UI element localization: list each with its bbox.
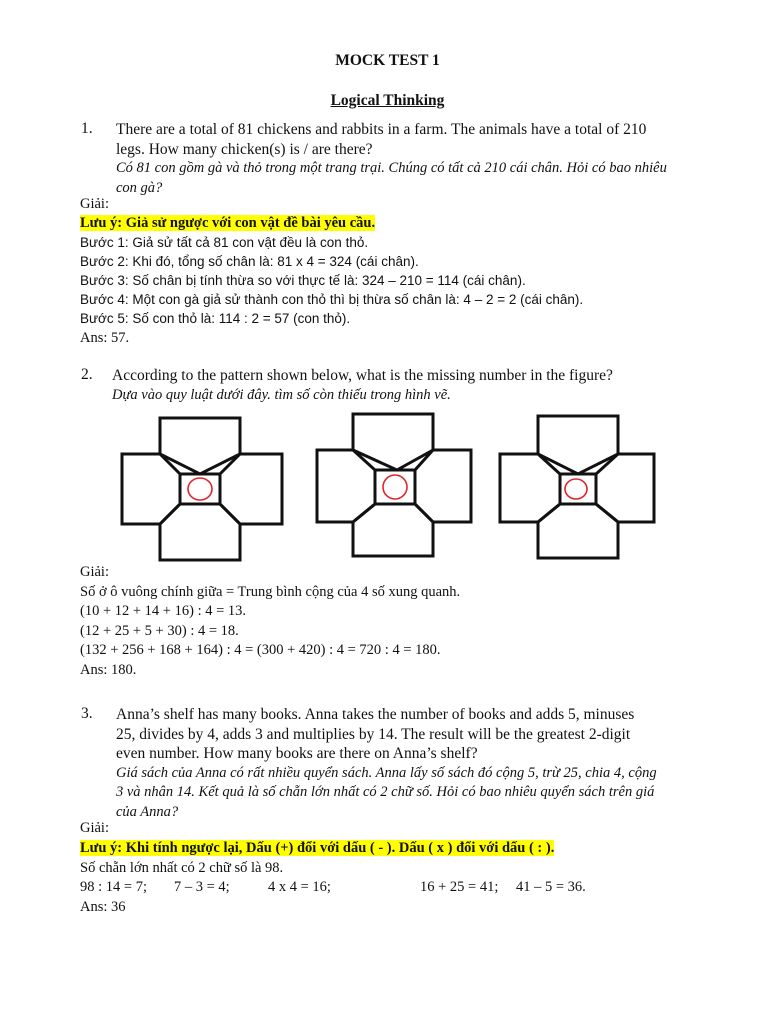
figure-1-center-circle bbox=[188, 478, 212, 500]
question-3-solution-label: Giải: bbox=[80, 820, 109, 836]
question-3-number: 3. bbox=[81, 705, 93, 722]
question-3-calc-3: 4 x 4 = 16; bbox=[268, 879, 331, 895]
question-1-number: 1. bbox=[81, 120, 93, 137]
question-1-en-line-1: There are a total of 81 chickens and rabbits in a farm. The animals have a total of 210 bbox=[116, 121, 647, 138]
question-3-en-line-3: even number. How many books are there on Anna’s shelf? bbox=[116, 745, 478, 762]
question-1-step-2: Bước 2: Khi đó, tổng số chân là: 81 x 4 = 324 (cái chân). bbox=[80, 254, 419, 269]
page-subtitle: Logical Thinking bbox=[330, 92, 445, 109]
question-3-en-line-2: 25, divides by 4, adds 3 and multiplies by 14. The result will be the greatest 2-digit bbox=[116, 725, 631, 743]
figure-1-bottom-petal bbox=[160, 504, 240, 560]
question-3-calc-2: 7 – 3 = 4; bbox=[174, 879, 230, 895]
question-2-number: 2. bbox=[81, 366, 93, 383]
question-1-note-highlight: Lưu ý: Giả sử ngược với con vật đề bài yêu cầu. bbox=[80, 215, 376, 231]
question-1-en-line-2: legs. How many chicken(s) is / are there? bbox=[116, 140, 373, 158]
question-1-text bbox=[116, 120, 698, 198]
question-3-vi-line-2: 3 và nhân 14. Kết quả là số chẵn lớn nhất có 2 chữ số. Hỏi có bao nhiêu quyển sách trên giá bbox=[116, 784, 655, 800]
question-1-step-4: Bước 4: Một con gà giả sử thành con thỏ thì bị thừa số chân là: 4 – 2 = 2 (cái chân). bbox=[80, 292, 584, 307]
question-2-vi: Dựa vào quy luật dưới đây. tìm số còn thiếu trong hình vẽ. bbox=[112, 386, 451, 403]
question-2-en: According to the pattern shown below, what is the missing number in the figure? bbox=[112, 367, 613, 384]
question-2-solution-label: Giải: bbox=[80, 564, 109, 580]
question-2-calc-3: (132 + 256 + 168 + 164) : 4 = (300 + 420) : 4 = 720 : 4 = 180. bbox=[80, 642, 441, 658]
question-2-calc-1: (10 + 12 + 14 + 16) : 4 = 13. bbox=[80, 603, 247, 619]
question-1-solution-label: Giải: bbox=[80, 196, 109, 212]
question-3-text bbox=[116, 705, 698, 822]
question-3-note-highlight: Lưu ý: Khi tính ngược lại, Dấu (+) đổi với dấu ( - ). Dấu ( x ) đổi với dấu ( : ). bbox=[80, 840, 555, 856]
question-2-calc-2: (12 + 25 + 5 + 30) : 4 = 18. bbox=[80, 623, 239, 639]
question-1-step-1: Bước 1: Giả sử tất cả 81 con vật đều là con thỏ. bbox=[80, 235, 369, 250]
question-1-vi-line-2: con gà? bbox=[116, 179, 163, 196]
question-1-step-5: Bước 5: Số con thỏ là: 114 : 2 = 57 (con thỏ). bbox=[80, 311, 351, 326]
question-3-calc-row bbox=[80, 879, 586, 896]
question-3-line-1: Số chẵn lớn nhất có 2 chữ số là 98. bbox=[80, 860, 284, 876]
question-3-vi-line-3: của Anna? bbox=[116, 803, 179, 820]
question-3-calc-4: 16 + 25 = 41; bbox=[420, 879, 499, 895]
figure-2-bottom-petal bbox=[353, 504, 433, 556]
pattern-figure-1 bbox=[118, 412, 288, 562]
question-3-en-line-1: Anna’s shelf has many books. Anna takes the number of books and adds 5, minuses bbox=[116, 706, 635, 723]
figure-3-center-circle bbox=[565, 479, 587, 499]
question-3-vi-line-1: Giá sách của Anna có rất nhiều quyển sách. Anna lấy số sách đó cộng 5, trừ 25, chia 4, cộng bbox=[116, 764, 657, 781]
question-3-calc-1: 98 : 14 = 7; bbox=[80, 879, 147, 895]
pattern-figure-3 bbox=[498, 412, 658, 562]
pattern-figure-2 bbox=[315, 410, 487, 560]
question-1-vi-line-1: Có 81 con gồm gà và thỏ trong một trang trại. Chúng có tất cả 210 cái chân. Hỏi có bao nhiêu bbox=[116, 160, 667, 176]
question-1-step-3: Bước 3: Số chân bị tính thừa so với thực tế là: 324 – 210 = 114 (cái chân). bbox=[80, 273, 526, 288]
figure-3-bottom-petal bbox=[538, 504, 618, 558]
question-3-answer: Ans: 36 bbox=[80, 899, 126, 915]
question-1-answer: Ans: 57. bbox=[80, 330, 130, 346]
question-2-answer: Ans: 180. bbox=[80, 662, 137, 678]
question-1-note bbox=[80, 215, 375, 232]
question-2-rule: Số ở ô vuông chính giữa = Trung bình cộng của 4 số xung quanh. bbox=[80, 584, 461, 600]
question-3-note bbox=[80, 840, 554, 857]
question-3-calc-5: 41 – 5 = 36. bbox=[516, 879, 586, 895]
figure-2-center-circle bbox=[383, 475, 407, 499]
question-2-text bbox=[112, 366, 694, 405]
page-title: MOCK TEST 1 bbox=[335, 52, 440, 69]
